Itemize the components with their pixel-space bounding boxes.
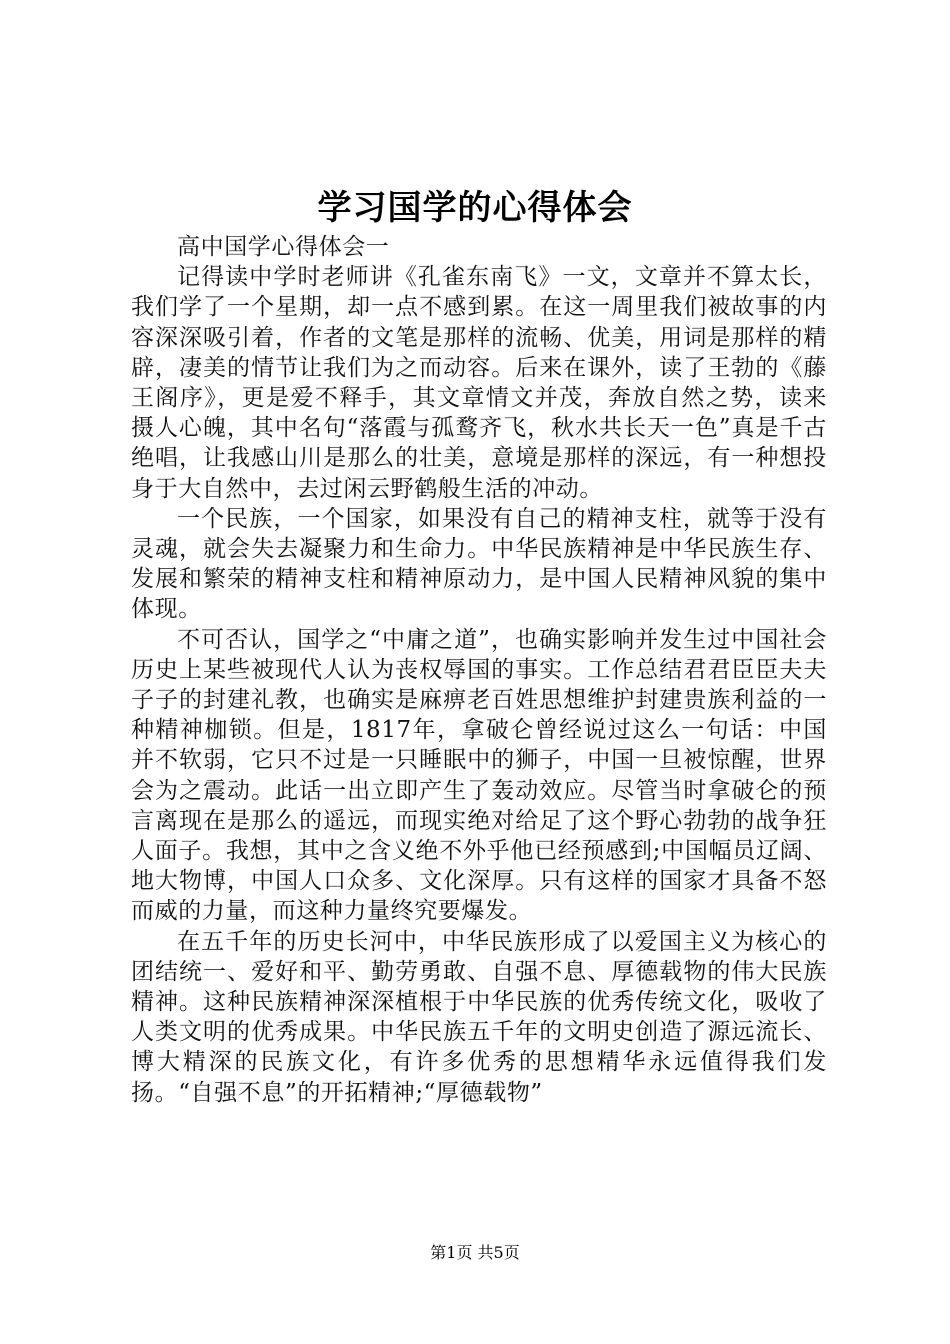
paragraph-subtitle: 高中国学心得体会一 [177,234,390,260]
paragraph: 不可否认，国学之“中庸之道”，也确实影响并发生过中国社会历史上某些被现代人认为丧权辱国的事实。工作总结君君臣臣夫夫子子的封建礼教，也确实是麻痹老百姓思想维护封建贵族利益的一种精神枷锁。但是，1817年，拿破仑曾经说过这么一句话：中国并不软弱，它只不过是一只睡眠中的狮子，中国一旦被惊醒，世界会为之震动。此话一出立即产生了轰动效应。尽管当时拿破仑的预言离现在是那么的遥远，而现实绝对给足了这个野心勃勃的战争狂人面子。我想，其中之含义绝不外乎他已经预感到;中国幅员辽阔、地大物博，中国人口众多、文化深厚。只有这样的国家才具备不怒而威的力量，而这种力量终究要爆发。 [131,626,827,925]
paragraph: 在五千年的历史长河中，中华民族形成了以爱国主义为核心的团结统一、爱好和平、勤劳勇敢、自强不息、厚德载物的伟大民族精神。这种民族精神深深植根于中华民族的优秀传统文化，吸收了人类文明的优秀成果。中华民族五千年的文明史创造了源远流长、博大精深的民族文化，有许多优秀的思想精华永远值得我们发扬。“自强不息”的开拓精神;“厚德载物” [131,928,827,1106]
document-title: 学习国学的心得体会 [317,188,633,228]
document-body [131,232,827,1108]
paragraph: 一个民族，一个国家，如果没有自己的精神支柱，就等于没有灵魂，就会失去凝聚力和生命力。中华民族精神是中华民族生存、发展和繁荣的精神支柱和精神原动力，是中国人民精神风貌的集中体现。 [131,505,827,623]
page-footer: 第1页 共5页 [430,1243,520,1262]
paragraph: 记得读中学时老师讲《孔雀东南飞》一文，文章并不算太长，我们学了一个星期，却一点不感到累。在这一周里我们被故事的内容深深吸引着，作者的文笔是那样的流畅、优美，用词是那样的精辟，凄美的情节让我们为之而动容。后来在课外，读了王勃的《藤王阁序》，更是爱不释手，其文章情文并茂，奔放自然之势，读来摄人心魄，其中名句“落霞与孤鹜齐飞，秋水共长天一色”真是千古绝唱，让我感山川是那么的壮美，意境是那样的深远，有一种想投身于大自然中，去过闲云野鹤般生活的冲动。 [131,264,827,502]
